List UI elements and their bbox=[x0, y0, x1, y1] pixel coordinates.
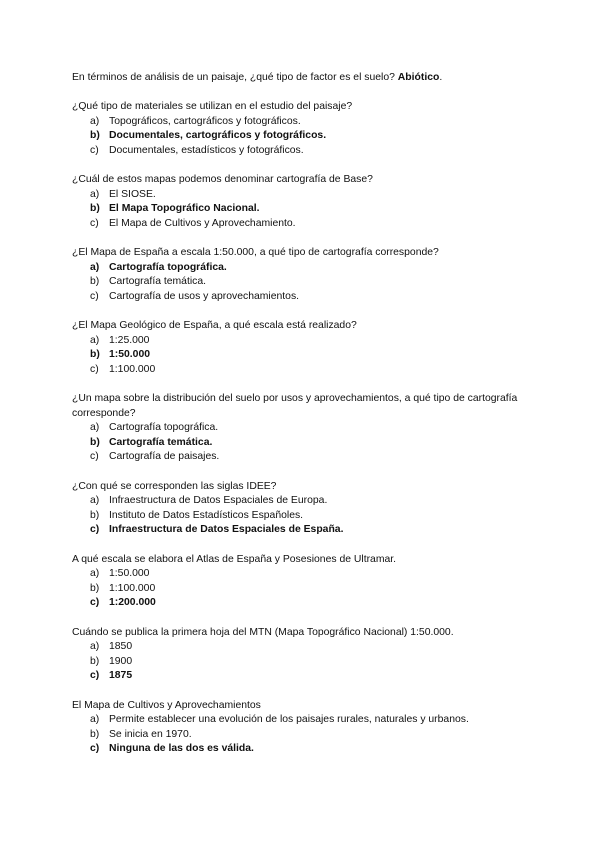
option-text: Documentales, estadísticos y fotográficos. bbox=[109, 144, 304, 156]
option bbox=[72, 144, 532, 159]
option-letter: b) bbox=[90, 276, 100, 288]
option-text: Instituto de Datos Estadísticos Españoles. bbox=[109, 509, 304, 521]
question-block bbox=[72, 246, 532, 304]
correct-option bbox=[72, 742, 532, 757]
option bbox=[72, 509, 532, 524]
option-text: 1:25.000 bbox=[109, 334, 150, 346]
question-block bbox=[72, 100, 532, 158]
option-letter: b) bbox=[90, 728, 100, 740]
question-block bbox=[72, 626, 532, 684]
option-text: Cartografía de paisajes. bbox=[109, 451, 220, 463]
correct-option bbox=[72, 261, 532, 276]
correct-option bbox=[72, 669, 532, 684]
option bbox=[72, 363, 532, 378]
option-letter: b) bbox=[90, 203, 100, 215]
option bbox=[72, 290, 532, 305]
option bbox=[72, 450, 532, 465]
option-letter: a) bbox=[90, 188, 100, 200]
question-text: ¿Qué tipo de materiales se utilizan en el estudio del paisaje? bbox=[72, 101, 353, 113]
question-text: ¿Un mapa sobre la distribución del suelo por usos y aprovechamientos, a qué tipo de cartografía corresponde? bbox=[72, 393, 518, 419]
question-text: ¿Con qué se corresponden las siglas IDEE? bbox=[72, 480, 277, 492]
option-text: El Mapa de Cultivos y Aprovechamiento. bbox=[109, 217, 296, 229]
option-letter: a) bbox=[90, 714, 100, 726]
option-text: Cartografía temática. bbox=[109, 436, 213, 448]
question-block bbox=[72, 319, 532, 377]
option-letter: a) bbox=[90, 568, 100, 580]
question-list bbox=[72, 100, 532, 757]
question-block bbox=[72, 699, 532, 757]
option-text: 1:100.000 bbox=[109, 582, 156, 594]
option-letter: c) bbox=[90, 743, 100, 755]
option-list bbox=[72, 188, 532, 232]
option-text: 1850 bbox=[109, 641, 133, 653]
option-letter: b) bbox=[90, 436, 100, 448]
intro-text: En términos de análisis de un paisaje, ¿qué tipo de factor es el suelo? bbox=[72, 72, 398, 83]
option-text: 1:50.000 bbox=[109, 568, 150, 580]
option-text: Se inicia en 1970. bbox=[109, 728, 192, 740]
correct-option bbox=[72, 202, 532, 217]
option bbox=[72, 115, 532, 130]
question-text: A qué escala se elabora el Atlas de España y Posesiones de Ultramar. bbox=[72, 553, 397, 565]
question-block bbox=[72, 480, 532, 538]
option-letter: c) bbox=[90, 670, 100, 682]
option bbox=[72, 640, 532, 655]
intro-question bbox=[72, 71, 532, 86]
option-text: 1:100.000 bbox=[109, 363, 156, 375]
option-list bbox=[72, 713, 532, 757]
option-list bbox=[72, 494, 532, 538]
question-block bbox=[72, 392, 532, 465]
option-text: Documentales, cartográficos y fotográficos. bbox=[109, 130, 327, 142]
option-text: 1:200.000 bbox=[109, 597, 156, 609]
quiz-content bbox=[72, 71, 532, 772]
option-list bbox=[72, 261, 532, 305]
option-letter: c) bbox=[90, 217, 99, 229]
question-text: ¿El Mapa Geológico de España, a qué escala está realizado? bbox=[72, 320, 357, 332]
question-text: ¿El Mapa de España a escala 1:50.000, a qué tipo de cartografía corresponde? bbox=[72, 247, 439, 259]
option-letter: c) bbox=[90, 524, 100, 536]
option-letter: b) bbox=[90, 582, 100, 594]
option-text: Cartografía de usos y aprovechamientos. bbox=[109, 290, 300, 302]
option-list bbox=[72, 421, 532, 465]
option-letter: b) bbox=[90, 130, 100, 142]
correct-option bbox=[72, 436, 532, 451]
option bbox=[72, 655, 532, 670]
option-letter: c) bbox=[90, 363, 99, 375]
option bbox=[72, 188, 532, 203]
option-letter: c) bbox=[90, 597, 100, 609]
option-list bbox=[72, 334, 532, 378]
option bbox=[72, 567, 532, 582]
option-text: Topográficos, cartográficos y fotográficos. bbox=[109, 115, 301, 127]
option-text: Cartografía temática. bbox=[109, 276, 207, 288]
option-text: El SIOSE. bbox=[109, 188, 156, 200]
option-list bbox=[72, 567, 532, 611]
option-letter: c) bbox=[90, 451, 99, 463]
option bbox=[72, 582, 532, 597]
option-letter: b) bbox=[90, 509, 100, 521]
option-letter: b) bbox=[90, 349, 100, 361]
option-letter: c) bbox=[90, 144, 99, 156]
option-text: Infraestructura de Datos Espaciales de España. bbox=[109, 524, 344, 536]
correct-option bbox=[72, 129, 532, 144]
option-letter: c) bbox=[90, 290, 99, 302]
option-letter: a) bbox=[90, 334, 100, 346]
intro-end: . bbox=[439, 72, 443, 83]
correct-option bbox=[72, 596, 532, 611]
option-list bbox=[72, 640, 532, 684]
option-letter: a) bbox=[90, 495, 100, 507]
correct-option bbox=[72, 348, 532, 363]
option-letter: a) bbox=[90, 641, 100, 653]
option bbox=[72, 713, 532, 728]
option-text: 1900 bbox=[109, 655, 133, 667]
question-block bbox=[72, 173, 532, 231]
intro-answer: Abiótico bbox=[397, 72, 440, 83]
option-text: Infraestructura de Datos Espaciales de Europa. bbox=[109, 495, 328, 507]
option bbox=[72, 494, 532, 509]
option bbox=[72, 728, 532, 743]
question-text: El Mapa de Cultivos y Aprovechamientos bbox=[72, 699, 261, 711]
option bbox=[72, 275, 532, 290]
option-text: Cartografía topográfica. bbox=[109, 422, 219, 434]
option bbox=[72, 421, 532, 436]
question-text: Cuándo se publica la primera hoja del MTN (Mapa Topográfico Nacional) 1:50.000. bbox=[72, 626, 454, 638]
option-letter: a) bbox=[90, 261, 100, 273]
option-text: Permite establecer una evolución de los paisajes rurales, naturales y urbanos. bbox=[109, 714, 469, 726]
question-block bbox=[72, 553, 532, 611]
option bbox=[72, 217, 532, 232]
option-text: 1:50.000 bbox=[109, 349, 151, 361]
option-letter: a) bbox=[90, 422, 100, 434]
option-letter: b) bbox=[90, 655, 100, 667]
intro-block bbox=[72, 71, 532, 86]
option-text: Ninguna de las dos es válida. bbox=[109, 743, 254, 755]
option-text: Cartografía topográfica. bbox=[109, 261, 227, 273]
option-list bbox=[72, 115, 532, 159]
option-text: El Mapa Topográfico Nacional. bbox=[109, 203, 260, 215]
option bbox=[72, 334, 532, 349]
option-letter: a) bbox=[90, 115, 100, 127]
option-text: 1875 bbox=[109, 670, 133, 682]
correct-option bbox=[72, 523, 532, 538]
question-text: ¿Cuál de estos mapas podemos denominar cartografía de Base? bbox=[72, 174, 373, 186]
